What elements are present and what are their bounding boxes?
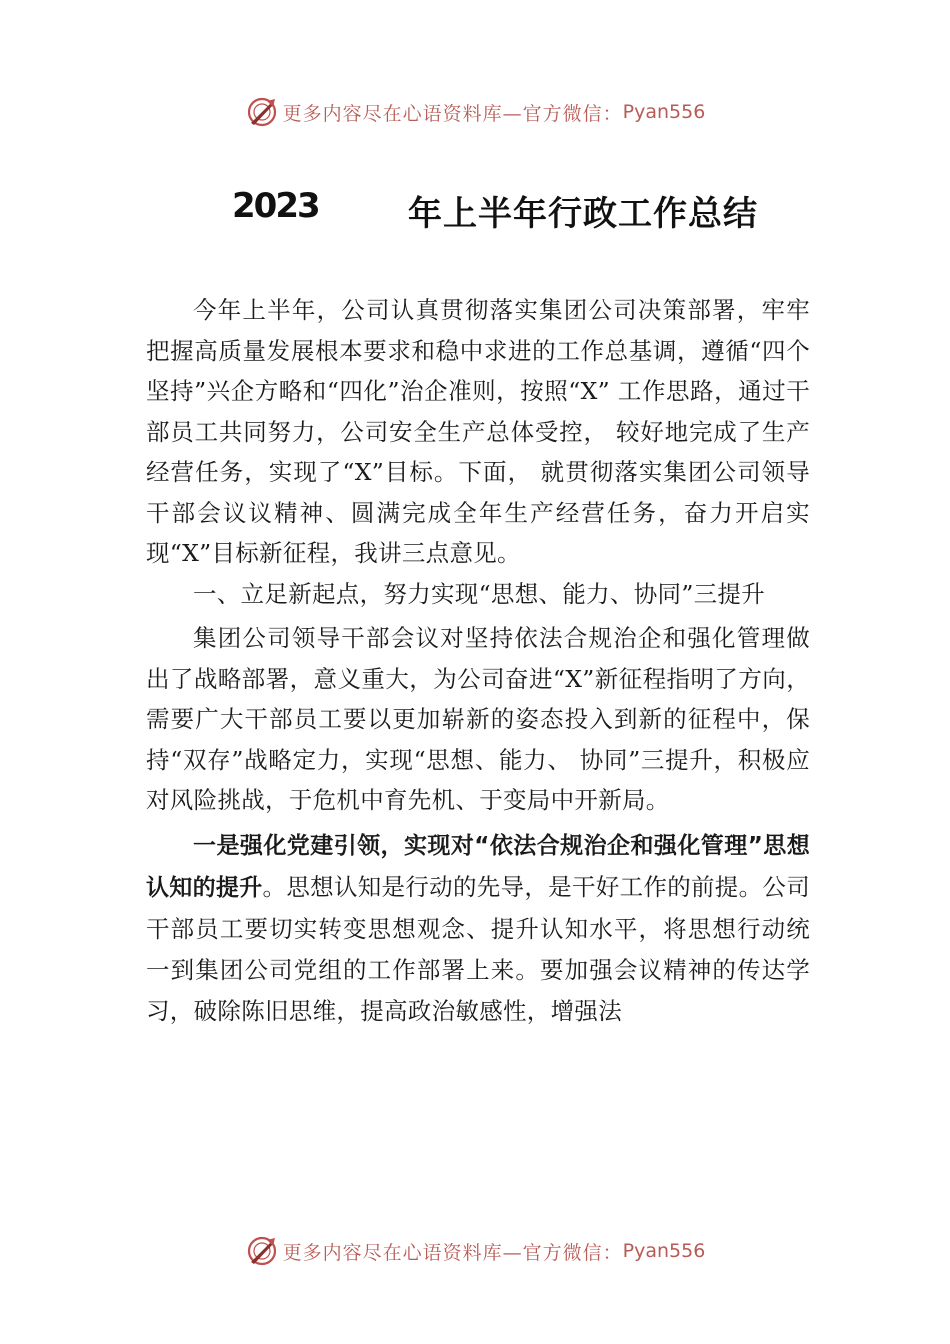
paragraph-point1 [146,825,810,1032]
document-body [146,290,810,1032]
banner-text: 更多内容尽在心语资料库—官方微信： [282,1241,623,1264]
banner-text: 更多内容尽在心语资料库—官方微信： [282,102,623,125]
paragraph-section1: 集团公司领导干部会议对坚持依法合规治企和强化管理做出了战略部署，意义重大，为公司奋进“X”新征程指明了方向，需要广大干部员工要以更加崭新的姿态投入到新的征程中，保持“双存”战略定力，实现“思想、能力、 协同”三提升，积极应对风险挑战，于危机中育先机、于变局中开新局。 [146,624,810,814]
banner-wechat-id: Pyan556 [622,101,706,123]
logo-icon [245,95,279,129]
paragraph-intro: 今年上半年，公司认真贯彻落实集团公司决策部署，牢牢把握高质量发展根本要求和稳中求进的工作总基调，遵循“四个坚持”兴企方略和“四化”治企准则，按照“X” 工作思路，通过干部员工共同努力，公司安全生产总体受控， 较好地完成了生产经营任务，实现了“X”目标。下面， 就贯彻落实集团公司领导干部会议议精神、圆满完成全年生产经营任务，奋力开启实现“X”目标新征程，我讲三点意见。 [146,296,810,567]
title-year: 2023 [232,186,319,226]
footer-banner [0,1234,950,1268]
logo-icon [245,1234,279,1268]
section-heading-1: 一、立足新起点，努力实现“思想、能力、协同”三提升 [193,579,766,608]
banner-wechat-id: Pyan556 [622,1240,706,1262]
point1-lead: 一是强化党建引领，实现对“依法合规治企和强化管理”思想认知的提升 [146,832,810,901]
point1-text: 。思想认知是行动的先导，是干好工作的前提。公司干部员工要切实转变思想观念、提升认知水平，将思想行动统一到集团公司党组的工作部署上来。要加强会议精神的传达学习，破除陈旧思维，提高政治敏感性，增强法 [146,872,811,1025]
document-title [0,186,950,236]
header-banner [0,95,950,129]
title-text: 年上半年行政工作总结 [408,194,758,234]
